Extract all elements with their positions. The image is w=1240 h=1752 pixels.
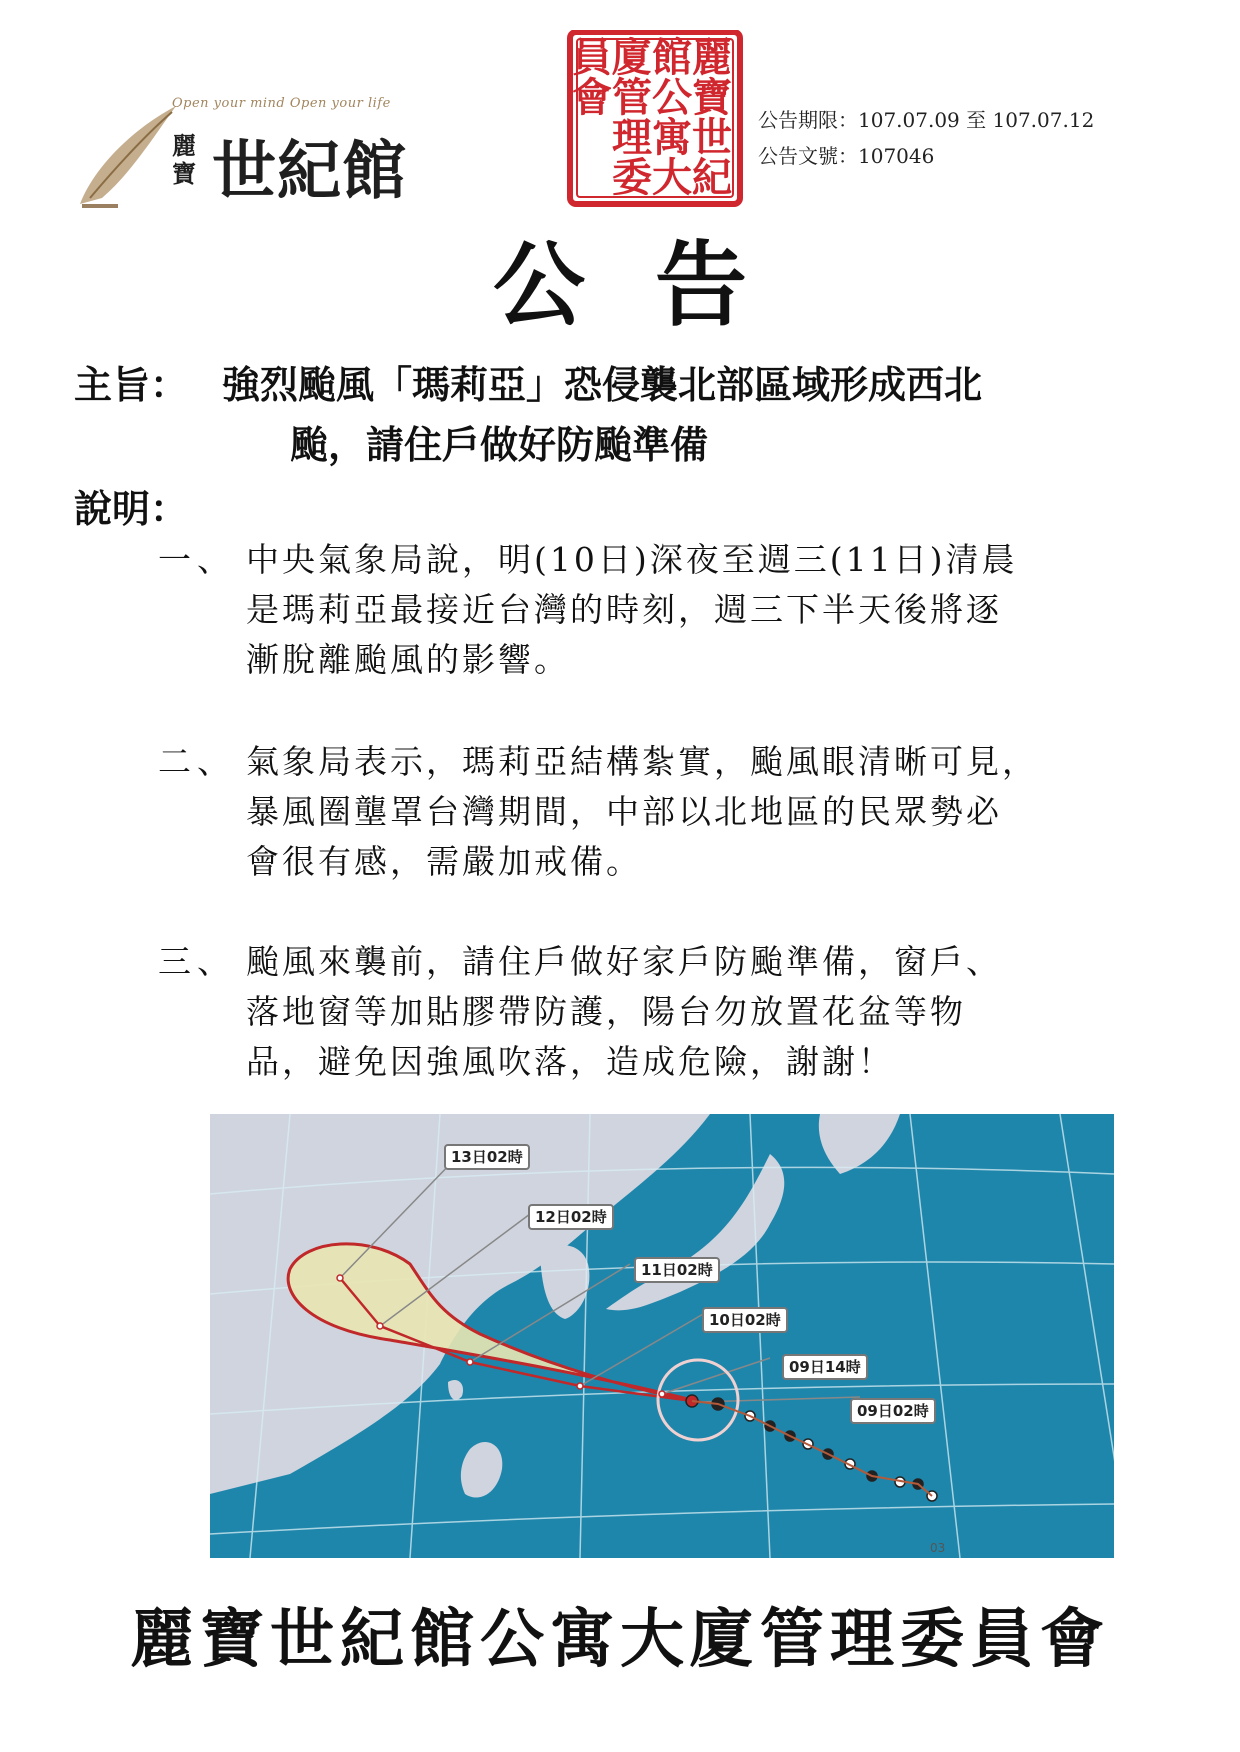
seal-char: 館 xyxy=(652,34,692,81)
forecast-time-label: 12日02時 xyxy=(528,1204,614,1230)
company-logo xyxy=(72,92,407,222)
seal-char: 委 xyxy=(612,154,652,201)
seal-char: 寶 xyxy=(692,74,732,121)
seal-char: 寓 xyxy=(652,114,692,161)
forecast-time-label: 09日14時 xyxy=(782,1354,868,1380)
typhoon-track-map xyxy=(210,1114,1114,1558)
explanation-label: 說明： xyxy=(74,486,189,531)
logo-tagline: Open your mind Open your life xyxy=(172,96,391,111)
logo-small-char: 麗 xyxy=(172,131,196,160)
seal-char: 大 xyxy=(652,154,692,201)
footer-committee-name: 麗寶世紀館公寓大廈管理委員會 xyxy=(130,1602,1110,1677)
explanation-item xyxy=(158,737,1158,887)
explanation-item xyxy=(158,535,1158,685)
item-line: 颱風來襲前，請住戶做好家戶防颱準備，窗戶、 xyxy=(246,942,1002,981)
item-line: 暴風圈壟罩台灣期間，中部以北地區的民眾勢必 xyxy=(246,792,1002,831)
explanation-item xyxy=(158,937,1158,1087)
logo-small-char: 寶 xyxy=(172,159,196,188)
item-line: 漸脫離颱風的影響。 xyxy=(246,640,570,679)
item-line: 是瑪莉亞最接近台灣的時刻，週三下半天後將逐 xyxy=(246,590,1002,629)
seal-char: 廈 xyxy=(612,34,652,81)
item-number: 二、 xyxy=(158,742,236,781)
item-line: 品，避免因強風吹落，造成危險，謝謝！ xyxy=(246,1042,894,1081)
map-corner-text: 03 xyxy=(930,1541,946,1555)
seal-characters xyxy=(572,34,732,201)
map-graphic xyxy=(210,1114,1114,1558)
subject-line: 強烈颱風「瑪莉亞」恐侵襲北部區域形成西北 xyxy=(222,362,983,407)
notice-info xyxy=(758,102,1094,174)
seal-char: 會 xyxy=(572,74,612,121)
notice-period: 公告期限：107.07.09 至 107.07.12 xyxy=(758,108,1095,132)
item-number: 一、 xyxy=(158,540,236,579)
notice-doc-number: 公告文號：107046 xyxy=(758,144,935,168)
seal-char: 理 xyxy=(612,114,652,161)
seal-char: 公 xyxy=(652,74,692,121)
item-line: 中央氣象局說，明(10日)深夜至週三(11日)清晨 xyxy=(246,540,1018,579)
committee-seal xyxy=(566,30,744,208)
item-line: 氣象局表示，瑪莉亞結構紮實，颱風眼清晰可見， xyxy=(246,742,1038,781)
forecast-time-label: 09日02時 xyxy=(850,1398,936,1424)
subject-text xyxy=(222,355,1222,475)
forecast-time-label: 11日02時 xyxy=(634,1257,720,1283)
seal-char: 員 xyxy=(572,34,612,81)
seal-char: 管 xyxy=(612,74,652,121)
seal-char: 紀 xyxy=(692,154,732,201)
item-number: 三、 xyxy=(158,942,236,981)
logo-small-name xyxy=(172,132,202,188)
page-title: 公告 xyxy=(492,231,817,339)
feather-logo-icon xyxy=(72,102,182,212)
item-line: 會很有感，需嚴加戒備。 xyxy=(246,842,642,881)
seal-char: 麗 xyxy=(692,34,732,81)
subject-label: 主旨： xyxy=(74,362,189,407)
forecast-time-label: 13日02時 xyxy=(444,1144,530,1170)
forecast-time-label: 10日02時 xyxy=(702,1307,788,1333)
subject-line: 颱，請住戶做好防颱準備 xyxy=(290,422,709,467)
seal-char: 世 xyxy=(692,114,732,161)
item-line: 落地窗等加貼膠帶防護，陽台勿放置花盆等物 xyxy=(246,992,966,1031)
logo-big-name: 世紀館 xyxy=(212,134,407,209)
